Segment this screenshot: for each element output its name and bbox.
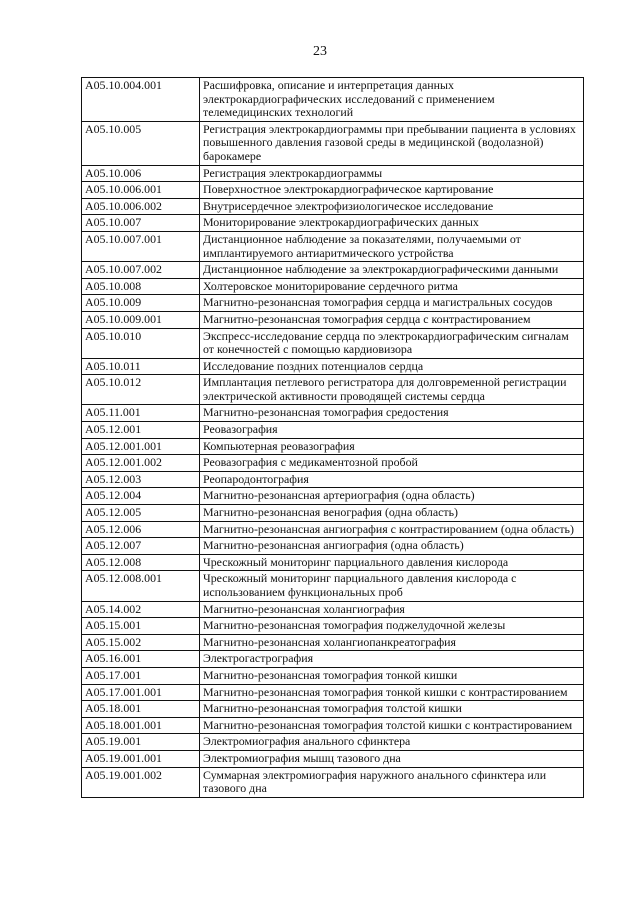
service-code-cell: A05.12.003: [82, 471, 200, 488]
service-name-cell: Регистрация электрокардиограммы: [200, 165, 584, 182]
service-code-cell: A05.10.010: [82, 328, 200, 358]
service-name-cell: Внутрисердечное электрофизиологическое исследование: [200, 198, 584, 215]
service-name-cell: Магнитно-резонансная ангиография (одна область): [200, 538, 584, 555]
table-row: [82, 601, 584, 618]
service-name-cell: Электрогастрография: [200, 651, 584, 668]
service-name-cell: Магнитно-резонансная томография средостения: [200, 405, 584, 422]
table-body: [82, 78, 584, 798]
service-name-cell: Дистанционное наблюдение за показателями, получаемыми от имплантируемого антиаритмического устройства: [200, 231, 584, 261]
services-table: [81, 77, 584, 798]
service-name-cell: Магнитно-резонансная томография толстой кишки с контрастированием: [200, 717, 584, 734]
table-row: [82, 328, 584, 358]
table-row: [82, 651, 584, 668]
service-code-cell: A05.12.006: [82, 521, 200, 538]
service-name-cell: Магнитно-резонансная томография тонкой кишки: [200, 667, 584, 684]
table-row: [82, 438, 584, 455]
service-code-cell: A05.10.007.001: [82, 231, 200, 261]
service-code-cell: A05.12.008.001: [82, 571, 200, 601]
table-row: [82, 667, 584, 684]
service-code-cell: A05.10.007.002: [82, 262, 200, 279]
service-code-cell: A05.19.001.001: [82, 750, 200, 767]
service-name-cell: Магнитно-резонансная томография тонкой кишки с контрастированием: [200, 684, 584, 701]
service-name-cell: Суммарная электромиография наружного анального сфинктера или тазового дна: [200, 767, 584, 797]
service-code-cell: A05.12.004: [82, 488, 200, 505]
service-code-cell: A05.12.001: [82, 422, 200, 439]
table-row: [82, 717, 584, 734]
table-row: [82, 165, 584, 182]
service-code-cell: A05.18.001: [82, 701, 200, 718]
page-number: 23: [313, 44, 327, 59]
table-row: [82, 521, 584, 538]
table-row: [82, 278, 584, 295]
service-name-cell: Реовазография: [200, 422, 584, 439]
service-name-cell: Магнитно-резонансная ангиография с контрастированием (одна область): [200, 521, 584, 538]
service-code-cell: A05.10.006: [82, 165, 200, 182]
service-name-cell: Магнитно-резонансная томография поджелудочной железы: [200, 618, 584, 635]
table-row: [82, 554, 584, 571]
service-code-cell: A05.15.002: [82, 634, 200, 651]
service-code-cell: A05.10.011: [82, 358, 200, 375]
service-code-cell: A05.10.006.002: [82, 198, 200, 215]
table-row: [82, 505, 584, 522]
service-code-cell: A05.10.005: [82, 121, 200, 165]
service-name-cell: Чрескожный мониторинг парциального давления кислорода: [200, 554, 584, 571]
service-name-cell: Электромиография мышц тазового дна: [200, 750, 584, 767]
service-code-cell: A05.12.001.002: [82, 455, 200, 472]
service-name-cell: Мониторирование электрокардиографических данных: [200, 215, 584, 232]
table-row: [82, 231, 584, 261]
service-code-cell: A05.10.012: [82, 375, 200, 405]
table-row: [82, 78, 584, 122]
table-row: [82, 634, 584, 651]
service-code-cell: A05.12.001.001: [82, 438, 200, 455]
service-name-cell: Холтеровское мониторирование сердечного ритма: [200, 278, 584, 295]
service-name-cell: Экспресс-исследование сердца по электрокардиографическим сигналам от конечностей с помощью кардиовизора: [200, 328, 584, 358]
service-name-cell: Чрескожный мониторинг парциального давления кислорода с использованием функциональных проб: [200, 571, 584, 601]
service-name-cell: Регистрация электрокардиограммы при пребывании пациента в условиях повышенного давления газовой среды в медицинской (водолазной) барокамере: [200, 121, 584, 165]
service-name-cell: Магнитно-резонансная холангиография: [200, 601, 584, 618]
service-code-cell: A05.10.004.001: [82, 78, 200, 122]
service-name-cell: Исследование поздних потенциалов сердца: [200, 358, 584, 375]
table-row: [82, 422, 584, 439]
table-row: [82, 750, 584, 767]
service-code-cell: A05.12.005: [82, 505, 200, 522]
service-code-cell: A05.14.002: [82, 601, 200, 618]
service-name-cell: Магнитно-резонансная венография (одна область): [200, 505, 584, 522]
table-row: [82, 538, 584, 555]
service-name-cell: Реопародонтография: [200, 471, 584, 488]
service-name-cell: Магнитно-резонансная артериография (одна область): [200, 488, 584, 505]
service-name-cell: Реовазография с медикаментозной пробой: [200, 455, 584, 472]
service-code-cell: A05.10.006.001: [82, 182, 200, 199]
table-row: [82, 455, 584, 472]
table-row: [82, 684, 584, 701]
service-code-cell: A05.12.008: [82, 554, 200, 571]
service-code-cell: A05.16.001: [82, 651, 200, 668]
service-name-cell: Магнитно-резонансная томография толстой кишки: [200, 701, 584, 718]
table-row: [82, 311, 584, 328]
service-code-cell: A05.17.001: [82, 667, 200, 684]
table-row: [82, 121, 584, 165]
service-code-cell: A05.17.001.001: [82, 684, 200, 701]
service-code-cell: A05.19.001.002: [82, 767, 200, 797]
table-row: [82, 701, 584, 718]
table-row: [82, 215, 584, 232]
table-row: [82, 734, 584, 751]
service-name-cell: Электромиография анального сфинктера: [200, 734, 584, 751]
service-code-cell: A05.15.001: [82, 618, 200, 635]
service-code-cell: A05.10.009.001: [82, 311, 200, 328]
table-row: [82, 262, 584, 279]
service-name-cell: Магнитно-резонансная холангиопанкреатография: [200, 634, 584, 651]
table-row: [82, 375, 584, 405]
service-name-cell: Дистанционное наблюдение за электрокардиографическими данными: [200, 262, 584, 279]
table-row: [82, 295, 584, 312]
service-code-cell: A05.18.001.001: [82, 717, 200, 734]
service-code-cell: A05.10.007: [82, 215, 200, 232]
table-row: [82, 182, 584, 199]
service-name-cell: Поверхностное электрокардиографическое картирование: [200, 182, 584, 199]
table-row: [82, 358, 584, 375]
table-row: [82, 488, 584, 505]
service-name-cell: Магнитно-резонансная томография сердца и магистральных сосудов: [200, 295, 584, 312]
table-row: [82, 405, 584, 422]
service-code-cell: A05.11.001: [82, 405, 200, 422]
service-code-cell: A05.10.008: [82, 278, 200, 295]
service-name-cell: Расшифровка, описание и интерпретация данных электрокардиографических исследований с применением телемедицинских технологий: [200, 78, 584, 122]
table-row: [82, 618, 584, 635]
table-row: [82, 471, 584, 488]
service-name-cell: Компьютерная реовазография: [200, 438, 584, 455]
service-code-cell: A05.19.001: [82, 734, 200, 751]
table-row: [82, 767, 584, 797]
service-name-cell: Имплантация петлевого регистратора для долговременной регистрации электрической активности проводящей системы сердца: [200, 375, 584, 405]
service-code-cell: A05.10.009: [82, 295, 200, 312]
table-row: [82, 198, 584, 215]
service-code-cell: A05.12.007: [82, 538, 200, 555]
service-name-cell: Магнитно-резонансная томография сердца с контрастированием: [200, 311, 584, 328]
table-row: [82, 571, 584, 601]
